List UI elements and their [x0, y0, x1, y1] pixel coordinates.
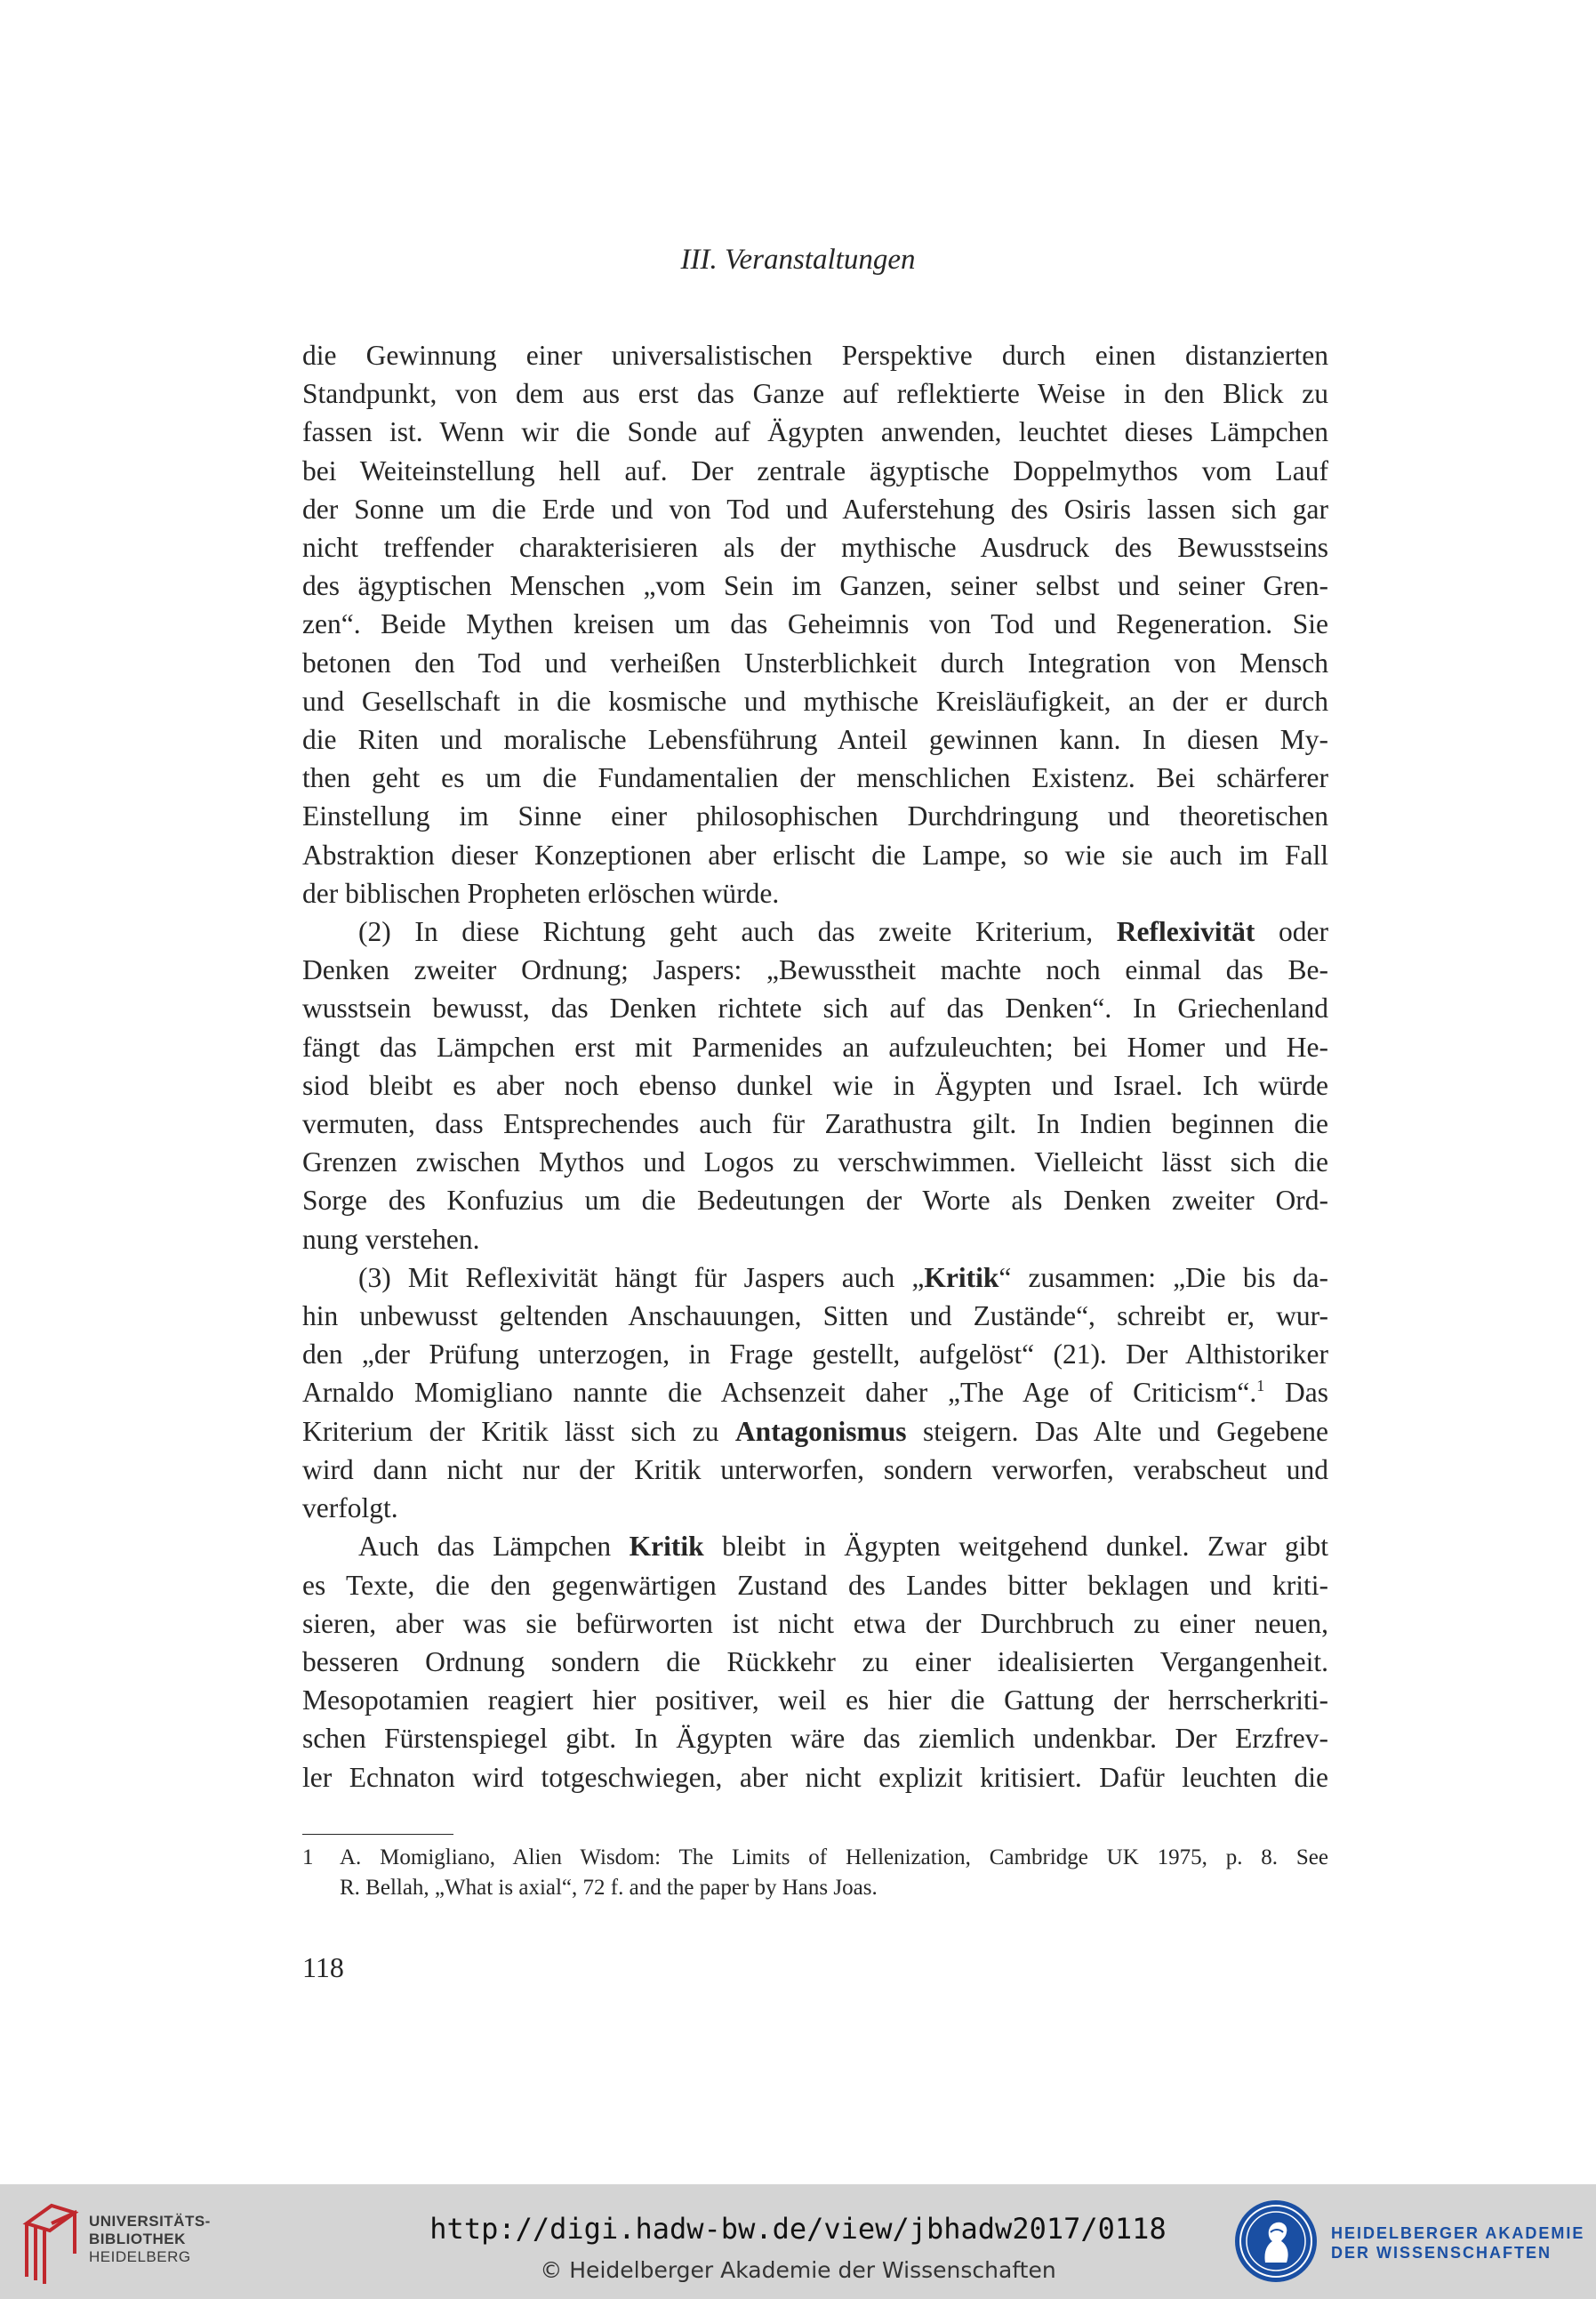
text-line: vermuten, dass Entsprechendes auch für Zarathustra gilt. In Indien beginnen die: [302, 1108, 1328, 1140]
text-line: besseren Ordnung sondern die Rückkehr zu einer idealisierten Vergangenheit.: [302, 1645, 1328, 1677]
text-line: hin unbewusst geltenden Anschauungen, Sitten und Zustände“, schreibt er, wur-: [302, 1300, 1328, 1332]
library-name-line: UNIVERSITÄTS-: [89, 2213, 211, 2230]
text-line: den „der Prüfung unterzogen, in Frage gestellt, aufgelöst“ (21). Der Althistoriker: [302, 1338, 1328, 1371]
text-run: oder: [1279, 916, 1329, 948]
running-head: III. Veranstaltungen: [680, 244, 916, 276]
text-line: Abstraktion dieser Konzeptionen aber erlischt die Lampe, so wie sie auch im Fall: [302, 839, 1328, 871]
text-line: Standpunkt, von dem aus erst das Ganze auf reflektierte Weise in den Blick zu: [302, 378, 1328, 410]
text-line: Grenzen zwischen Mythos und Logos zu verschwimmen. Vielleicht lässt sich die: [302, 1146, 1328, 1178]
text-line: bei Weiteinstellung hell auf. Der zentrale ägyptische Doppelmythos vom Lauf: [302, 454, 1328, 486]
text-run: Auch das Lämpchen: [358, 1531, 612, 1563]
text-line: verfolgt.: [302, 1492, 398, 1524]
copyright-notice: © Heidelberger Akademie der Wissenschaften: [540, 2257, 1056, 2283]
bold-term: Antagonismus: [734, 1415, 907, 1447]
library-name-line: HEIDELBERG: [89, 2248, 191, 2265]
text-line: Mesopotamien reagiert hier positiver, weil es hier die Gattung der herrscherkriti-: [302, 1684, 1328, 1716]
text-run: Kriterium der Kritik lässt sich zu: [302, 1415, 719, 1447]
text-line: Denken zweiter Ordnung; Jaspers: „Bewusstheit machte noch einmal das Be-: [302, 954, 1328, 986]
text-line: wusstsein bewusst, das Denken richtete sich auf das Denken“. In Griechenland: [302, 993, 1328, 1025]
body-text: [302, 336, 1328, 1797]
text-line: zen“. Beide Mythen kreisen um das Geheimnis von Tod und Regeneration. Sie: [302, 608, 1328, 640]
bold-term: Kritik: [924, 1261, 999, 1293]
bold-term: Reflexivität: [1116, 916, 1255, 948]
text-line: nicht treffender charakterisieren als der mythische Ausdruck des Bewusstseins: [302, 532, 1328, 564]
footnote-marker[interactable]: 1: [1256, 1377, 1265, 1395]
text-line: [302, 1527, 1328, 1565]
text-line: sieren, aber was sie befürworten ist nicht etwa der Durchbruch zu einer neuen,: [302, 1607, 1328, 1639]
footnote-line: A. Momigliano, Alien Wisdom: The Limits of Hellenization, Cambridge UK 1975, p. 8. See: [340, 1845, 1328, 1869]
text-run: (3) Mit Reflexivität hängt für Jaspers auch „: [358, 1261, 925, 1293]
academy-name: [1331, 2223, 1584, 2263]
text-line: ler Echnaton wird totgeschwiegen, aber nicht explizit kritisiert. Dafür leuchten die: [302, 1761, 1328, 1793]
text-run: bleibt in Ägypten weitgehend dunkel. Zwar gibt: [722, 1531, 1328, 1563]
text-line: [302, 1258, 1328, 1297]
text-line: und Gesellschaft in die kosmische und mythische Kreisläufigkeit, an der er durch: [302, 685, 1328, 717]
academy-seal-icon[interactable]: [1231, 2197, 1320, 2286]
text-line: die Gewinnung einer universalistischen Perspektive durch einen distanzierten: [302, 340, 1328, 371]
footnote-text: [340, 1843, 1328, 1903]
text-run: Arnaldo Momigliano nannte die Achsenzeit daher „The Age of Criticism“.: [302, 1377, 1257, 1409]
page-number: 118: [302, 1951, 344, 1983]
text-line: der biblischen Propheten erlöschen würde.: [302, 877, 780, 909]
text-line: wird dann nicht nur der Kritik unterworfen, sondern verworfen, verabscheut und: [302, 1453, 1328, 1485]
footnote-number: 1: [302, 1845, 314, 1869]
text-line: nung verstehen.: [302, 1223, 480, 1255]
text-line: es Texte, die den gegenwärtigen Zustand des Landes bitter beklagen und kriti-: [302, 1569, 1328, 1601]
text-line: der Sonne um die Erde und von Tod und Auferstehung des Osiris lassen sich gar: [302, 493, 1328, 525]
text-line: die Riten und moralische Lebensführung Anteil gewinnen kann. In diesen My-: [302, 724, 1328, 756]
text-run: steigern. Das Alte und Gegebene: [922, 1415, 1329, 1447]
text-line: siod bleibt es aber noch ebenso dunkel wie in Ägypten und Israel. Ich würde: [302, 1069, 1328, 1101]
text-line: then geht es um die Fundamentalien der menschlichen Existenz. Bei schärferer: [302, 762, 1328, 794]
text-line: betonen den Tod und verheißen Unsterblichkeit durch Integration von Mensch: [302, 647, 1328, 679]
permalink-url[interactable]: http://digi.hadw-bw.de/view/jbhadw2017/0118: [429, 2212, 1167, 2246]
library-name-line: BIBLIOTHEK: [89, 2231, 186, 2247]
footnote-line: R. Bellah, „What is axial“, 72 f. and the paper by Hans Joas.: [340, 1876, 878, 1900]
text-line: [302, 1373, 1328, 1411]
academy-name-line: DER WISSENSCHAFTEN: [1331, 2244, 1552, 2262]
text-line: schen Fürstenspiegel gibt. In Ägypten wäre das ziemlich undenkbar. Der Erzfrev-: [302, 1723, 1328, 1755]
text-line: [302, 1412, 1328, 1451]
footer-bar: [0, 2184, 1596, 2299]
footnote: [302, 1843, 1328, 1903]
text-line: [302, 912, 1328, 951]
text-run: (2) In diese Richtung geht auch das zweite Kriterium,: [358, 916, 1094, 948]
text-line: des ägyptischen Menschen „vom Sein im Ganzen, seiner selbst und seiner Gren-: [302, 570, 1328, 602]
text-line: Sorge des Konfuzius um die Bedeutungen der Worte als Denken zweiter Ord-: [302, 1185, 1328, 1217]
text-run: “ zusammen: „Die bis da-: [999, 1261, 1328, 1293]
academy-name-line: HEIDELBERGER AKADEMIE: [1331, 2224, 1585, 2242]
footnote-divider: [302, 1834, 453, 1835]
bold-term: Kritik: [629, 1531, 704, 1563]
text-line: fängt das Lämpchen erst mit Parmenides an aufzuleuchten; bei Homer und He-: [302, 1031, 1328, 1063]
text-line: Einstellung im Sinne einer philosophischen Durchdringung und theoretischen: [302, 800, 1328, 832]
text-run: Das: [1264, 1377, 1328, 1409]
text-line: fassen ist. Wenn wir die Sonde auf Ägypten anwenden, leuchtet dieses Lämpchen: [302, 416, 1328, 448]
